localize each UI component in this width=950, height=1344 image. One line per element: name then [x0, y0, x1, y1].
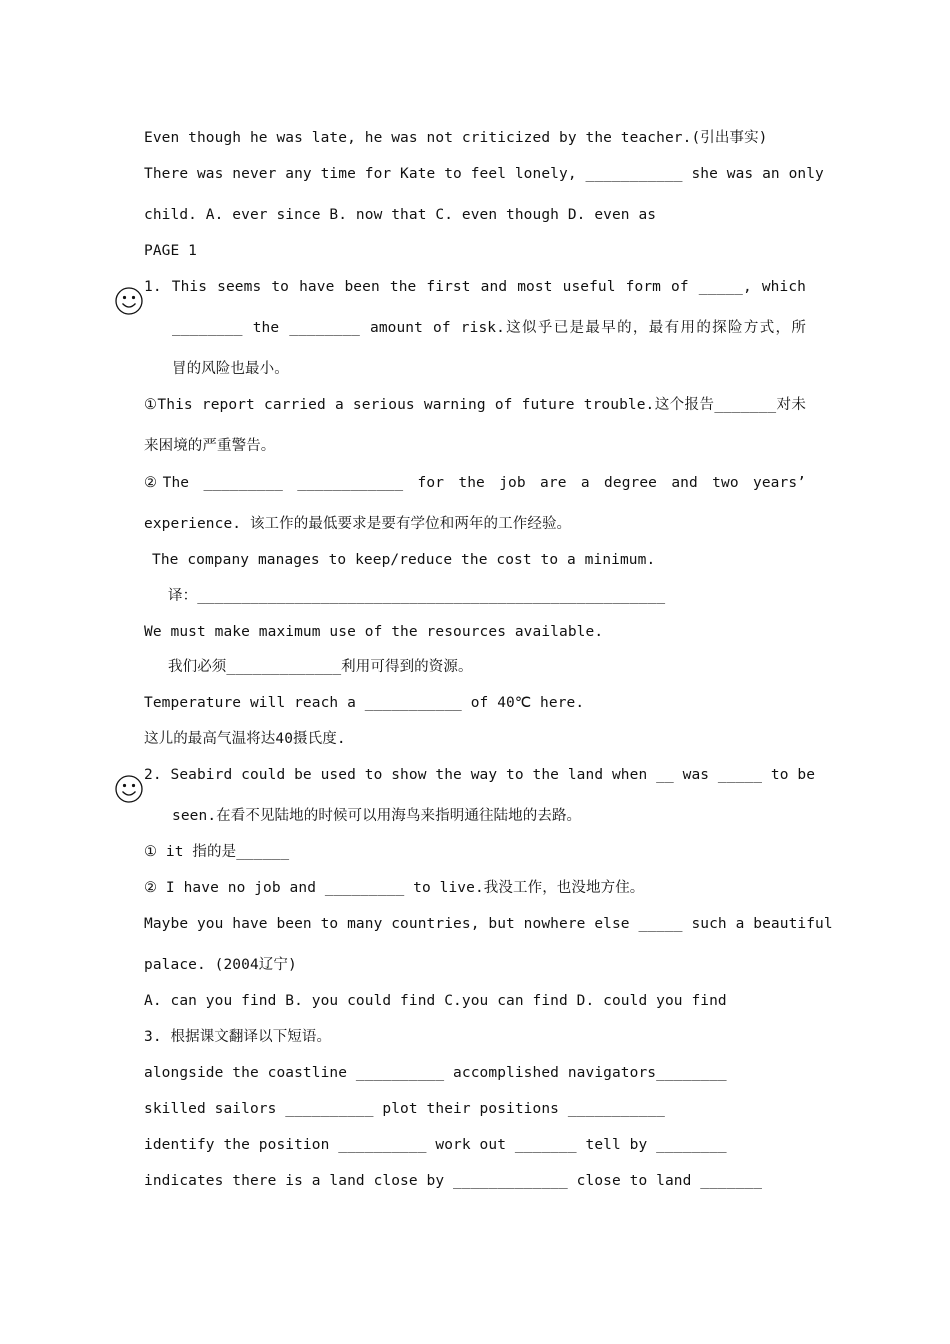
text-line: 这儿的最高气温将达40摄氏度.: [144, 731, 346, 747]
smiley-face-icon: [115, 775, 143, 803]
text-line: child. A. ever since B. now that C. even though D. even as: [144, 207, 657, 223]
text-line: ②The _________ ____________ for the job are a degree and two years’: [144, 475, 806, 491]
phrase-line: skilled sailors __________ plot their positions ___________: [144, 1101, 665, 1117]
answer-options: A. can you find B. you could find C.you can find D. could you find: [144, 993, 727, 1009]
page-number: PAGE 1: [144, 243, 197, 259]
text-line: 来困境的严重警告。: [144, 438, 276, 454]
text-line: Maybe you have been to many countries, but nowhere else _____ such a beautiful: [144, 916, 833, 932]
text-line: ② I have no job and _________ to live.我没工作，也没地方住。: [144, 880, 645, 896]
text-line: ①This report carried a serious warning of future trouble.这个报告_______对未: [144, 397, 806, 413]
text-line: Even though he was late, he was not criticized by the teacher.(引出事实): [144, 130, 768, 146]
text-line: The company manages to keep/reduce the cost to a minimum.: [152, 552, 656, 568]
text-line: seen.在看不见陆地的时候可以用海鸟来指明通往陆地的去路。: [172, 808, 582, 824]
text-line: Temperature will reach a ___________ of 40℃ here.: [144, 695, 585, 711]
text-line: experience. 该工作的最低要求是要有学位和两年的工作经验。: [144, 516, 572, 532]
smiley-face-icon: [115, 287, 143, 315]
text-line: 我们必须_____________利用可得到的资源。: [168, 659, 473, 675]
question-3: 3. 根据课文翻译以下短语。: [144, 1029, 332, 1045]
text-line: palace. (2004辽宁): [144, 957, 297, 973]
text-line: ① it 指的是______: [144, 844, 290, 860]
translation-line: 译：_____________________________________________________: [168, 588, 666, 604]
phrase-line: indicates there is a land close by _____________ close to land _______: [144, 1173, 763, 1189]
question-2: 2. Seabird could be used to show the way to the land when __ was _____ to be: [144, 767, 816, 783]
phrase-line: alongside the coastline __________ accomplished navigators________: [144, 1065, 727, 1081]
text-line: 冒的风险也最小。: [172, 361, 289, 377]
text-line: There was never any time for Kate to feel lonely, ___________ she was an only: [144, 166, 824, 182]
text-line: We must make maximum use of the resources available.: [144, 624, 604, 640]
phrase-line: identify the position __________ work out _______ tell by ________: [144, 1137, 727, 1153]
question-1: 1. This seems to have been the first and most useful form of _____, which: [144, 279, 806, 295]
text-line: ________ the ________ amount of risk.这似乎已是最早的，最有用的探险方式，所: [172, 320, 806, 336]
